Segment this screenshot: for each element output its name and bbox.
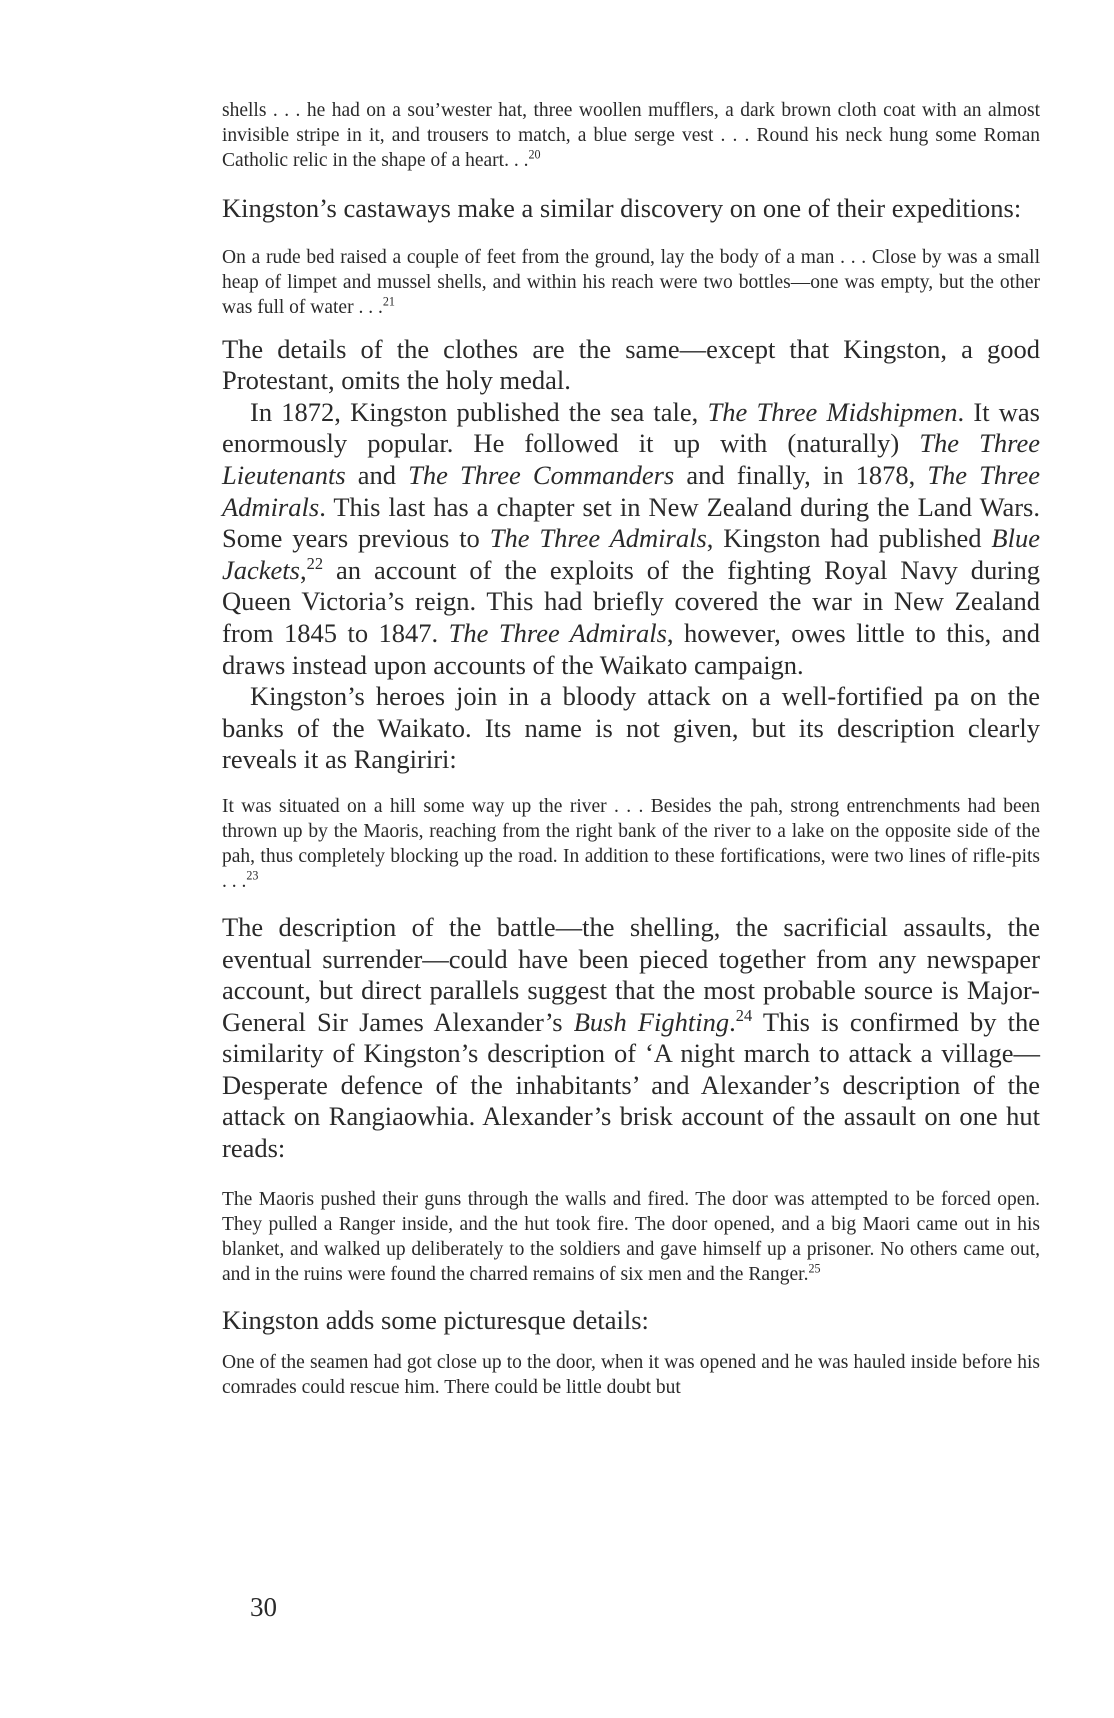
body-paragraph <box>222 912 1040 1165</box>
text-run: . This last has a chapter set in New Zealand during the Land Wars. Some years previous to <box>222 491 1040 554</box>
text-run: . <box>729 1006 736 1037</box>
block-quote <box>222 794 1040 894</box>
footnote-ref: 25 <box>808 1261 821 1276</box>
italic-title: The Three Admirals <box>222 459 1040 522</box>
block-quote <box>222 245 1040 320</box>
text-run: Kingston adds some picturesque details: <box>222 1304 649 1335</box>
italic-title: The Three Lieutenants <box>222 428 1041 490</box>
text-run: , Kingston had published <box>706 523 992 554</box>
text-run: , <box>299 554 307 585</box>
page-number: 30 <box>250 1592 277 1622</box>
body-paragraph <box>222 397 1040 681</box>
text-run: It was situated on a hill some way up the river . . . Besides the pah, strong entrenchments had been thrown up by the Maoris, reaching from the right bank of the river to a lake on the opposite side of the pah, thus completely blocking up the road. In addition to these fortifications, were two lines of rifle-pits . . . <box>222 795 1040 892</box>
text-run: This is confirmed by the similarity of Kingston’s description of ‘A night march to attack a village—Desperate defence of the inhabitants’ and Alexander’s description of the attack on Rangiaowhia. Alexander’s brisk account of the assault on one hut reads: <box>222 1006 1040 1164</box>
block-quote <box>222 1187 1040 1287</box>
text-run: and finally, in 1878, <box>674 459 928 490</box>
text-run: In 1872, Kingston published the sea tale, <box>250 396 708 427</box>
body-paragraph <box>222 1305 1040 1337</box>
italic-title: The Three Commanders <box>408 459 675 490</box>
text-run: and <box>345 459 409 490</box>
body-paragraph <box>222 681 1040 776</box>
footnote-ref: 20 <box>528 147 541 162</box>
block-quote <box>222 1350 1040 1400</box>
text-run: Kingston’s heroes join in a bloody attack on a well-fortified pa on the banks of the Waikato. Its name is not given, but its description clearly reveals it as Rangiriri: <box>222 681 1040 775</box>
footnote-ref: 23 <box>246 868 259 883</box>
italic-title: Bush Fighting <box>573 1006 730 1037</box>
text-run: The details of the clothes are the same—except that Kingston, a good Protestant, omits the holy medal. <box>222 333 1040 396</box>
text-run: . It was enormously popular. He followed it up with (naturally) <box>222 396 1040 459</box>
footnote-ref: 22 <box>306 553 324 573</box>
text-run: The Maoris pushed their guns through the walls and fired. The door was attempted to be forced open. They pulled a Ranger inside, and the hut took fire. The door opened, and a big Maori came out in his blanket, and walked up deliberately to the soldiers and gave himself up a prisoner. No others came out, and in the ruins were found the charred remains of six men and the Ranger. <box>222 1188 1040 1285</box>
text-run: On a rude bed raised a couple of feet from the ground, lay the body of a man . . . Close by was a small heap of limpet and mussel shells, and within his reach were two bottles—one was empty, but the other was full of water . . . <box>222 246 1040 318</box>
body-paragraph <box>222 193 1040 225</box>
footnote-ref: 24 <box>735 1005 753 1025</box>
body-paragraph <box>222 334 1040 397</box>
page-text <box>222 98 1040 1400</box>
text-run: The description of the battle—the shelling, the sacrificial assaults, the eventual surrender—could have been pieced together from any newspaper account, but direct parallels suggest that the most probable source is Major-General Sir James Alexander’s <box>222 911 1040 1037</box>
text-run: , however, owes little to this, and draws instead upon accounts of the Waikato campaign. <box>222 617 1041 680</box>
block-quote <box>222 98 1040 173</box>
italic-title: Blue Jackets <box>222 523 1040 585</box>
text-run: Kingston’s castaways make a similar discovery on one of their expeditions: <box>222 193 1022 223</box>
text-run: One of the seamen had got close up to the door, when it was opened and he was hauled inside before his comrades could rescue him. There could be little doubt but <box>222 1352 1040 1399</box>
italic-title: The Three Admirals <box>489 523 707 554</box>
text-run: an account of the exploits of the fighting Royal Navy during Queen Victoria’s reign. This had briefly covered the war in New Zealand from 1845 to 1847. <box>222 554 1040 648</box>
footnote-ref: 21 <box>382 294 395 309</box>
text-run: shells . . . he had on a sou’wester hat, three woollen mufflers, a dark brown cloth coat with an almost invisible stripe in it, and trousers to match, a blue serge vest . . . Round his neck hung some Roman Catholic relic in the shape of a heart. . . <box>222 100 1040 171</box>
italic-title: The Three Midshipmen <box>707 396 958 427</box>
italic-title: The Three Admirals <box>448 617 667 648</box>
